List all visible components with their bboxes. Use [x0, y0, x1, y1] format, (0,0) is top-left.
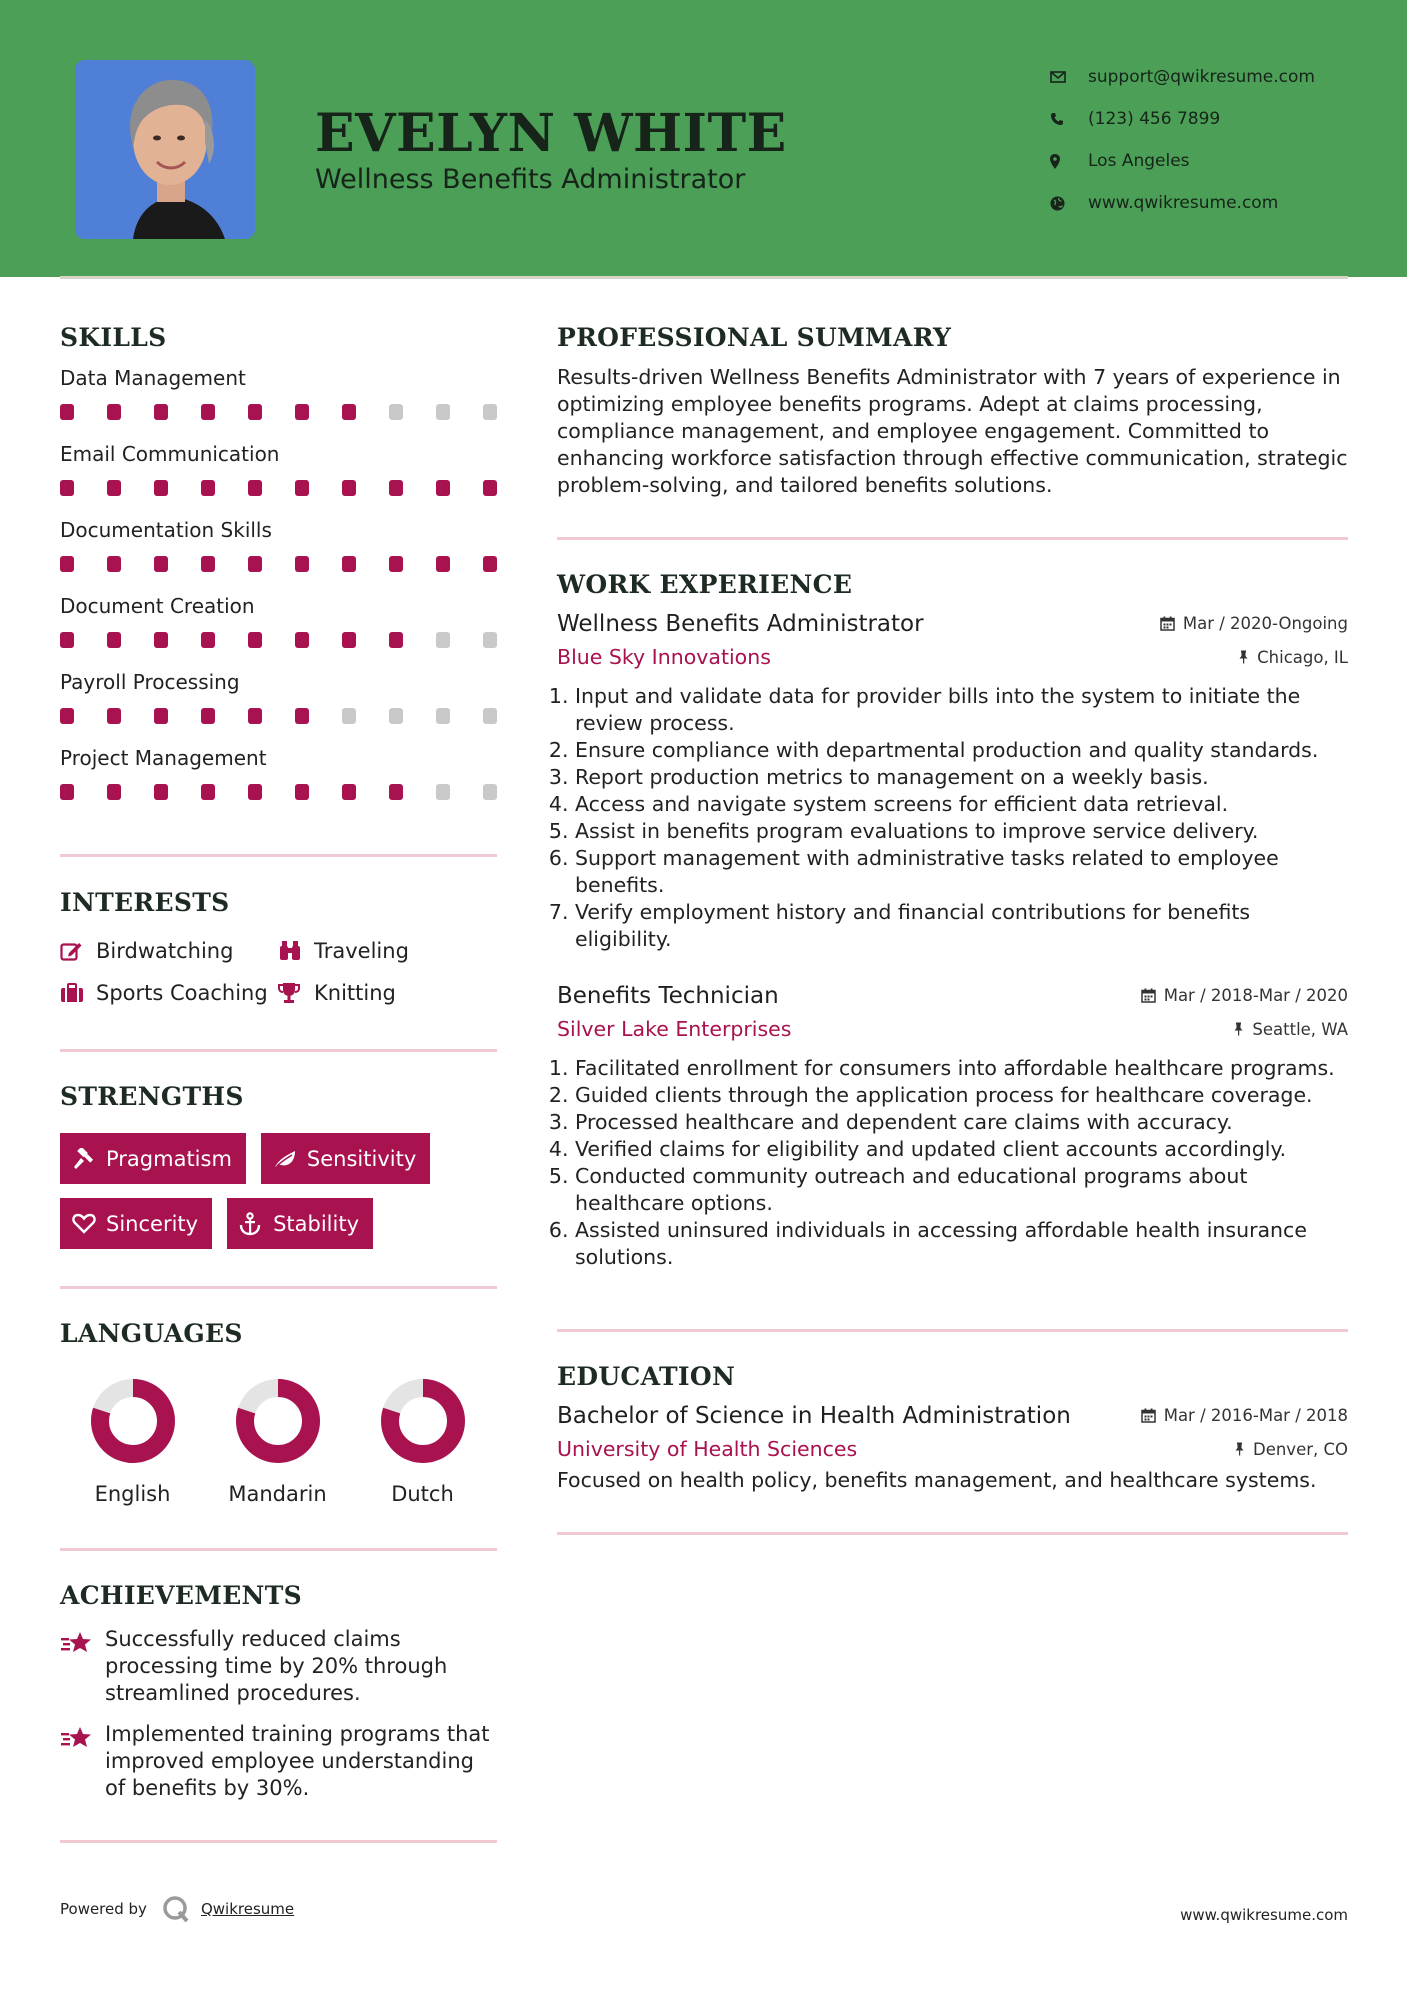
- skill-rating: [60, 708, 497, 724]
- resume-header: [0, 0, 1407, 277]
- calendar-icon: [1141, 988, 1156, 1003]
- achievements-title: ACHIEVEMENTS: [60, 1581, 302, 1610]
- rating-dot-filled: [60, 784, 74, 800]
- interest-item: [60, 981, 278, 1005]
- experience-title: WORK EXPERIENCE: [557, 570, 853, 599]
- experience-section: [557, 570, 1348, 1271]
- globe-icon: [1050, 196, 1088, 211]
- section-divider: [60, 1049, 497, 1052]
- languages-section: [60, 1319, 497, 1506]
- job-entry: [557, 983, 1348, 1271]
- education-section: [557, 1362, 1348, 1494]
- contact-list: [1050, 56, 1315, 224]
- rating-dot-filled: [483, 556, 497, 572]
- strength-badge: [60, 1133, 246, 1184]
- interests-list: [60, 939, 497, 1005]
- rating-dot-filled: [154, 404, 168, 420]
- strength-label: Pragmatism: [106, 1146, 232, 1171]
- section-divider: [60, 1548, 497, 1551]
- rating-dot-filled: [436, 480, 450, 496]
- map-pin-icon: [1050, 154, 1088, 169]
- interest-label: Traveling: [314, 939, 409, 963]
- job-entry: [557, 611, 1348, 953]
- skills-title: SKILLS: [60, 323, 167, 352]
- company-name: Blue Sky Innovations: [557, 645, 771, 669]
- skills-section: [60, 323, 497, 800]
- rating-dot-filled: [154, 556, 168, 572]
- duty-item: 3. Processed healthcare and dependent care claims with accuracy.: [575, 1109, 1348, 1136]
- section-divider: [60, 1840, 497, 1843]
- rating-dot-empty: [483, 632, 497, 648]
- language-donut: [90, 1378, 176, 1464]
- job-location-text: Seattle, WA: [1252, 1019, 1348, 1039]
- interest-item: [60, 939, 278, 963]
- education-location-text: Denver, CO: [1252, 1439, 1348, 1459]
- candidate-title: Wellness Benefits Administrator: [315, 164, 746, 195]
- skills-list: [60, 366, 497, 800]
- edit-icon: [60, 941, 96, 961]
- job-dates-text: Mar / 2018-Mar / 2020: [1163, 986, 1348, 1005]
- contact-email-text: support@qwikresume.com: [1088, 67, 1315, 87]
- trophy-icon: [278, 982, 314, 1004]
- summary-text: Results-driven Wellness Benefits Administrator with 7 years of experience in optimizing employee benefits programs. Adept at claims processing, compliance management, and employee engagement. Committed to enhancing workforce satisfaction through effective communication, strategic problem-solving, and tailored benefits solutions.: [557, 365, 1348, 497]
- rating-dot-filled: [60, 480, 74, 496]
- rating-dot-filled: [248, 632, 262, 648]
- strengths-list: [60, 1133, 497, 1249]
- strength-badge: [60, 1198, 212, 1249]
- job-location: [1233, 1020, 1348, 1039]
- left-column: [60, 320, 497, 1843]
- achievement-item: [60, 1626, 497, 1707]
- rating-dot-filled: [201, 480, 215, 496]
- pin-icon: [1234, 1442, 1245, 1456]
- rating-dot-filled: [342, 404, 356, 420]
- rating-dot-filled: [295, 632, 309, 648]
- rating-dot-filled: [295, 708, 309, 724]
- job-location: [1238, 648, 1348, 667]
- rating-dot-empty: [436, 708, 450, 724]
- skill-rating: [60, 556, 497, 572]
- section-divider: [60, 854, 497, 857]
- languages-list: [60, 1378, 497, 1506]
- rating-dot-filled: [107, 404, 121, 420]
- rating-dot-filled: [389, 556, 403, 572]
- star-award-icon: [60, 1626, 105, 1707]
- rating-dot-filled: [295, 480, 309, 496]
- strengths-section: [60, 1082, 497, 1249]
- rating-dot-filled: [483, 480, 497, 496]
- strength-label: Sensitivity: [306, 1146, 417, 1171]
- rating-dot-filled: [154, 784, 168, 800]
- interest-label: Sports Coaching: [96, 981, 268, 1005]
- rating-dot-empty: [436, 784, 450, 800]
- language-donut: [380, 1378, 466, 1464]
- qwikresume-logo-icon: [161, 1894, 191, 1924]
- rating-dot-empty: [389, 708, 403, 724]
- skill-name: Document Creation: [60, 594, 255, 618]
- interest-label: Knitting: [314, 981, 396, 1005]
- language-name: English: [94, 1482, 171, 1506]
- summary-section: [557, 323, 1348, 499]
- candidate-name: EVELYN WHITE: [315, 103, 787, 164]
- pin-icon: [1238, 650, 1249, 664]
- languages-title: LANGUAGES: [60, 1319, 243, 1348]
- duty-item: 5. Conducted community outreach and educational programs about healthcare options.: [575, 1163, 1348, 1217]
- rating-dot-filled: [201, 708, 215, 724]
- duty-item: 4. Verified claims for eligibility and updated client accounts accordingly.: [575, 1136, 1348, 1163]
- duty-item: 5. Assist in benefits program evaluations to improve service delivery.: [575, 818, 1348, 845]
- anchor-icon: [239, 1212, 273, 1236]
- contact-phone-text: (123) 456 7899: [1088, 109, 1221, 129]
- rating-dot-filled: [107, 784, 121, 800]
- gavel-icon: [72, 1148, 106, 1170]
- education-title: EDUCATION: [557, 1362, 736, 1391]
- skill-name: Email Communication: [60, 442, 280, 466]
- rating-dot-filled: [60, 404, 74, 420]
- star-award-icon: [60, 1721, 105, 1802]
- skill-rating: [60, 784, 497, 800]
- section-divider: [557, 1329, 1348, 1332]
- skill-rating: [60, 480, 497, 496]
- language-donut: [235, 1378, 321, 1464]
- rating-dot-filled: [154, 480, 168, 496]
- interest-item: [278, 939, 478, 963]
- rating-dot-filled: [248, 480, 262, 496]
- interests-title: INTERESTS: [60, 888, 230, 917]
- rating-dot-empty: [342, 708, 356, 724]
- language-name: Mandarin: [228, 1482, 327, 1506]
- phone-icon: [1050, 112, 1088, 126]
- rating-dot-filled: [436, 556, 450, 572]
- duty-item: 4. Access and navigate system screens for efficient data retrieval.: [575, 791, 1348, 818]
- rating-dot-filled: [295, 404, 309, 420]
- contact-website[interactable]: [1050, 182, 1315, 224]
- rating-dot-filled: [107, 632, 121, 648]
- skill-rating: [60, 404, 497, 420]
- education-dates: [1141, 1406, 1348, 1425]
- contact-location-text: Los Angeles: [1088, 151, 1190, 171]
- rating-dot-filled: [248, 708, 262, 724]
- education-location: [1234, 1440, 1348, 1459]
- education-dates-text: Mar / 2016-Mar / 2018: [1163, 1406, 1348, 1425]
- strength-label: Stability: [273, 1211, 360, 1236]
- interests-section: [60, 888, 497, 1005]
- language-item: [205, 1378, 350, 1506]
- contact-website-text: www.qwikresume.com: [1088, 193, 1279, 213]
- rating-dot-filled: [201, 784, 215, 800]
- briefcase-icon: [60, 983, 96, 1003]
- interest-item: [278, 981, 478, 1005]
- duty-item: 6. Assisted uninsured individuals in accessing affordable health insurance solutions.: [575, 1217, 1348, 1271]
- language-name: Dutch: [391, 1482, 454, 1506]
- summary-title: PROFESSIONAL SUMMARY: [557, 323, 952, 352]
- rating-dot-filled: [389, 480, 403, 496]
- achievement-item: [60, 1721, 497, 1802]
- rating-dot-filled: [201, 556, 215, 572]
- duty-item: 1. Input and validate data for provider bills into the system to initiate the review process.: [575, 683, 1348, 737]
- job-dates: [1160, 614, 1348, 633]
- job-title: Benefits Technician: [557, 983, 779, 1009]
- rating-dot-filled: [295, 556, 309, 572]
- strength-badge: [261, 1133, 430, 1184]
- rating-dot-empty: [483, 404, 497, 420]
- calendar-icon: [1160, 616, 1175, 631]
- leaf-icon: [273, 1149, 307, 1169]
- achievement-text: Successfully reduced claims processing time by 20% through streamlined procedures.: [105, 1627, 448, 1705]
- rating-dot-filled: [342, 556, 356, 572]
- rating-dot-empty: [389, 404, 403, 420]
- skill-rating: [60, 632, 497, 648]
- rating-dot-empty: [436, 632, 450, 648]
- company-name: Silver Lake Enterprises: [557, 1017, 792, 1041]
- strength-badge: [227, 1198, 373, 1249]
- job-dates-text: Mar / 2020-Ongoing: [1182, 614, 1348, 633]
- skill-name: Project Management: [60, 746, 267, 770]
- profile-photo: [75, 60, 255, 239]
- rating-dot-filled: [60, 556, 74, 572]
- strength-label: Sincerity: [106, 1211, 199, 1236]
- duty-item: 7. Verify employment history and financial contributions for benefits eligibility.: [575, 899, 1348, 953]
- education-description: Focused on health policy, benefits management, and healthcare systems.: [557, 1468, 1317, 1492]
- section-divider: [60, 1286, 497, 1289]
- rating-dot-filled: [248, 404, 262, 420]
- duty-item: 6. Support management with administrative tasks related to employee benefits.: [575, 845, 1348, 899]
- rating-dot-filled: [201, 404, 215, 420]
- job-location-text: Chicago, IL: [1257, 647, 1348, 667]
- rating-dot-filled: [389, 632, 403, 648]
- rating-dot-filled: [107, 556, 121, 572]
- footer-website[interactable]: www.qwikresume.com: [1180, 1906, 1348, 1924]
- rating-dot-filled: [342, 480, 356, 496]
- degree-title: Bachelor of Science in Health Administration: [557, 1403, 1071, 1429]
- skill-name: Data Management: [60, 366, 246, 390]
- rating-dot-filled: [107, 708, 121, 724]
- binoculars-icon: [278, 940, 314, 962]
- rating-dot-empty: [483, 784, 497, 800]
- calendar-icon: [1141, 1408, 1156, 1423]
- rating-dot-empty: [483, 708, 497, 724]
- duty-item: 3. Report production metrics to management on a weekly basis.: [575, 764, 1348, 791]
- rating-dot-empty: [436, 404, 450, 420]
- rating-dot-filled: [389, 784, 403, 800]
- rating-dot-filled: [60, 632, 74, 648]
- contact-phone[interactable]: [1050, 98, 1315, 140]
- duties-list: [557, 1055, 1348, 1271]
- duty-item: 2. Guided clients through the application process for healthcare coverage.: [575, 1082, 1348, 1109]
- rating-dot-filled: [107, 480, 121, 496]
- rating-dot-filled: [342, 784, 356, 800]
- skill-name: Payroll Processing: [60, 670, 240, 694]
- rating-dot-filled: [248, 784, 262, 800]
- pin-icon: [1233, 1022, 1244, 1036]
- qwikresume-link[interactable]: Qwikresume: [200, 1900, 295, 1918]
- powered-by-text: Powered by: [60, 1900, 147, 1918]
- achievements-section: [60, 1581, 497, 1802]
- section-divider: [557, 1532, 1348, 1535]
- footer-powered-by: [60, 1894, 294, 1924]
- interest-label: Birdwatching: [96, 939, 234, 963]
- rating-dot-filled: [201, 632, 215, 648]
- skill-name: Documentation Skills: [60, 518, 272, 542]
- rating-dot-filled: [342, 632, 356, 648]
- school-name: University of Health Sciences: [557, 1437, 858, 1461]
- contact-email[interactable]: [1050, 56, 1315, 98]
- language-item: [60, 1378, 205, 1506]
- heart-icon: [72, 1213, 106, 1234]
- rating-dot-filled: [295, 784, 309, 800]
- job-dates: [1141, 986, 1348, 1005]
- duty-item: 2. Ensure compliance with departmental production and quality standards.: [575, 737, 1348, 764]
- job-title: Wellness Benefits Administrator: [557, 611, 924, 637]
- rating-dot-filled: [60, 708, 74, 724]
- header-divider: [60, 276, 1348, 279]
- rating-dot-filled: [154, 632, 168, 648]
- rating-dot-filled: [154, 708, 168, 724]
- right-column: [557, 320, 1348, 1535]
- language-item: [350, 1378, 495, 1506]
- duties-list: [557, 683, 1348, 953]
- rating-dot-filled: [248, 556, 262, 572]
- strengths-title: STRENGTHS: [60, 1082, 244, 1111]
- envelope-icon: [1050, 71, 1088, 83]
- section-divider: [557, 537, 1348, 540]
- achievement-text: Implemented training programs that improved employee understanding of benefits by 30%.: [105, 1722, 490, 1800]
- contact-location: [1050, 140, 1315, 182]
- duty-item: 1. Facilitated enrollment for consumers into affordable healthcare programs.: [575, 1055, 1348, 1082]
